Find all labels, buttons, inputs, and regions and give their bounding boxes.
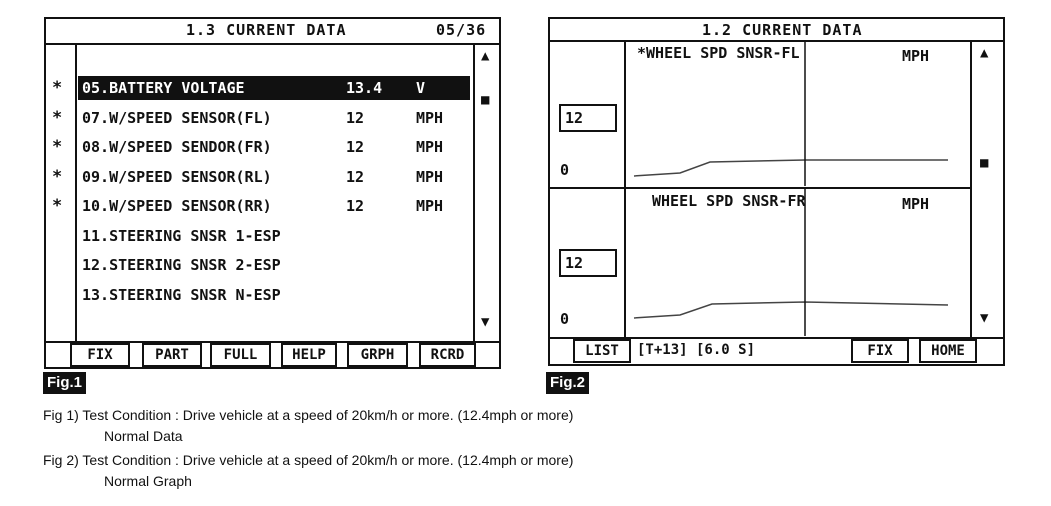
fig1-title: 1.3 CURRENT DATA bbox=[186, 21, 347, 39]
asterisk-icon: * bbox=[52, 78, 63, 98]
data-row-unit: MPH bbox=[416, 197, 444, 215]
data-row-label: 05.BATTERY VOLTAGE bbox=[82, 79, 245, 97]
fig1-part-button[interactable]: PART bbox=[142, 343, 202, 367]
data-row-label: 07.W/SPEED SENSOR(FL) bbox=[82, 108, 272, 127]
fig1-scroll-up-button[interactable]: ▲ bbox=[481, 48, 490, 64]
fig1-fix-button[interactable]: FIX bbox=[70, 343, 130, 367]
home-button[interactable]: HOME bbox=[919, 339, 977, 363]
graph2-value-box: 12 bbox=[559, 249, 617, 277]
fig1-rcrd-button[interactable]: RCRD bbox=[419, 343, 476, 367]
fig2-scroll-down-button[interactable]: ▼ bbox=[980, 310, 989, 326]
graph2-trace bbox=[634, 302, 948, 318]
fig2-scroll-up-button[interactable]: ▲ bbox=[980, 45, 989, 61]
fig2-caption: Fig 2) Test Condition : Drive vehicle at a speed of 20km/h or more. (12.4mph or more) bbox=[43, 452, 574, 468]
fig2-title: 1.2 CURRENT DATA bbox=[702, 21, 863, 39]
fig1-scroll-down-button[interactable]: ▼ bbox=[481, 314, 490, 330]
graph1-label: *WHEEL SPD SNSR-FL bbox=[637, 44, 800, 62]
data-row-label: 13.STEERING SNSR N-ESP bbox=[82, 285, 281, 304]
fix-button[interactable]: FIX bbox=[851, 339, 909, 363]
data-row-unit: MPH bbox=[416, 138, 444, 156]
data-row-value: 12 bbox=[346, 108, 365, 127]
time-status: [T+13] [6.0 S] bbox=[637, 342, 756, 358]
fig1-tag: Fig.1 bbox=[43, 372, 86, 394]
graph2-unit: MPH bbox=[902, 195, 930, 213]
list-button[interactable]: LIST bbox=[573, 339, 631, 363]
fig1-help-button[interactable]: HELP bbox=[281, 343, 337, 367]
data-row-unit: MPH bbox=[416, 167, 444, 186]
fig1-caption: Fig 1) Test Condition : Drive vehicle at a speed of 20km/h or more. (12.4mph or more) bbox=[43, 407, 574, 423]
data-row-value: 12 bbox=[346, 167, 365, 186]
data-row-label: 08.W/SPEED SENDOR(FR) bbox=[82, 138, 272, 156]
asterisk-icon: * bbox=[52, 166, 63, 187]
data-row-label: 12.STEERING SNSR 2-ESP bbox=[82, 256, 281, 274]
data-row-unit: V bbox=[416, 79, 426, 97]
graph1-value-box: 12 bbox=[559, 104, 617, 132]
fig2-caption-sub: Normal Graph bbox=[104, 473, 192, 489]
fig1-caption-sub: Normal Data bbox=[104, 428, 183, 444]
graph1-unit: MPH bbox=[902, 47, 930, 65]
graph1-trace bbox=[634, 160, 948, 176]
fig1-page-counter: 05/36 bbox=[436, 21, 487, 39]
data-row-label: 09.W/SPEED SENSOR(RL) bbox=[82, 167, 272, 186]
fig2-tag: Fig.2 bbox=[546, 372, 589, 394]
fig1-grph-button[interactable]: GRPH bbox=[347, 343, 408, 367]
fig1-full-button[interactable]: FULL bbox=[210, 343, 271, 367]
asterisk-icon: * bbox=[52, 196, 63, 216]
graph2-zero-label: 0 bbox=[560, 310, 570, 328]
graph2-label: WHEEL SPD SNSR-FR bbox=[652, 192, 806, 210]
asterisk-icon: * bbox=[52, 107, 63, 128]
data-row-label: 11.STEERING SNSR 1-ESP bbox=[82, 226, 281, 245]
data-row-value: 12 bbox=[346, 138, 365, 156]
data-row-label: 10.W/SPEED SENSOR(RR) bbox=[82, 197, 272, 215]
asterisk-icon: * bbox=[52, 137, 63, 157]
fig1-scroll-thumb[interactable]: ■ bbox=[481, 92, 490, 108]
graph1-zero-label: 0 bbox=[560, 161, 570, 179]
data-row-value: 13.4 bbox=[346, 79, 383, 97]
data-row-unit: MPH bbox=[416, 108, 444, 127]
fig2-scroll-thumb[interactable]: ■ bbox=[980, 155, 989, 171]
data-row-value: 12 bbox=[346, 197, 365, 215]
